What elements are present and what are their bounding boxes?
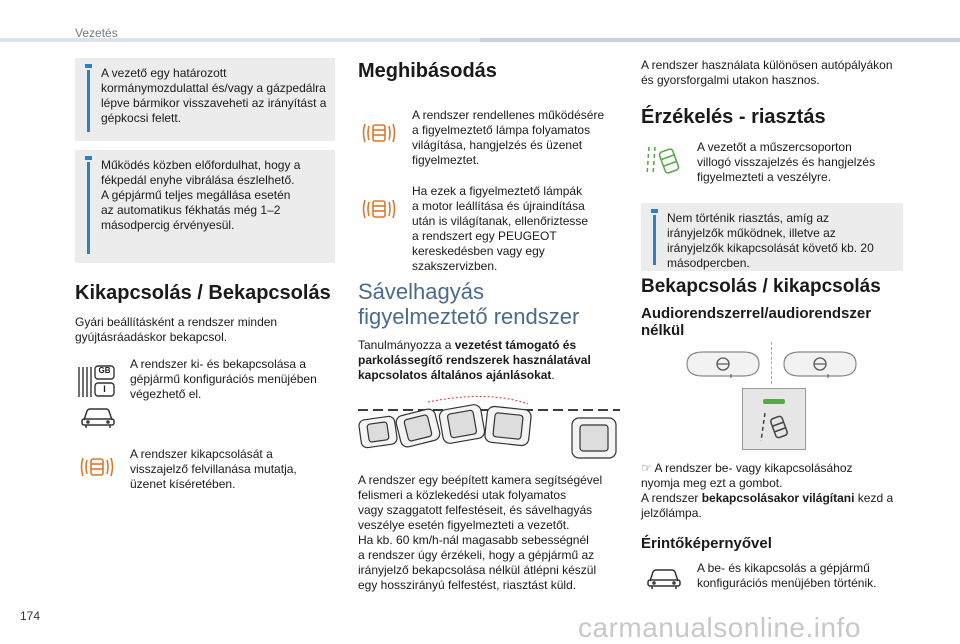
audio-subheading-line1: Audiorendszerrel/audiorendszer bbox=[641, 305, 872, 322]
divider-line bbox=[771, 342, 773, 384]
system-description: A rendszer egy beépített kamera segítségével felismeri a közlekedési utak folyamatos vagy szaggatott felfestéseit, és sávelhagyás veszélye esetén figyelmezteti a vezetőt. Ha kb. 60 km/h-nál magasabb sebességnél a rendszer úgy érzékeli, hogy a gépjármű az irányjelző bekapcsolása nélkül átlépni készül egy hosszirányú felfestést, riasztást küld. bbox=[358, 473, 603, 592]
detect-text: A vezetőt a műszercsoporton villogó visszajelzés és hangjelzés figyelmezteti a veszélyre. bbox=[697, 140, 876, 184]
header-title: Vezetés bbox=[75, 26, 118, 40]
indicator-text: A rendszer kikapcsolását a visszajelző felvillanása mutatja, üzenet kíséretében. bbox=[130, 447, 297, 491]
rec-bold: vezetést támogató és parkolássegítő rendszerek használatával kapcsolatos általános ajánlásokat bbox=[358, 338, 591, 382]
info-bar-icon bbox=[653, 215, 656, 265]
note-text: Nem történik riasztás, amíg az irányjelzők működnek, illetve az irányjelzők kikapcsolását követő kb. 20 másodpercben. bbox=[667, 211, 874, 270]
note-text: A vezető egy határozott kormánymozdulattal és/vagy a gázpedálra lépve bármikor visszaveheti az irányítást a gépkocsi felett. bbox=[101, 66, 327, 125]
config-menu-icon bbox=[76, 363, 116, 401]
touch-subheading: Érintőképernyővel bbox=[641, 535, 772, 552]
touch-text: A be- és kikapcsolás a gépjármű konfigurációs menüjében történik. bbox=[697, 561, 877, 590]
recommendation-text bbox=[358, 338, 628, 383]
info-bar-icon bbox=[87, 70, 90, 132]
bullet-text bbox=[641, 461, 911, 491]
info-dot-icon bbox=[85, 64, 92, 68]
steering-button-left bbox=[683, 348, 763, 380]
watermark: carmanualsonline.info bbox=[578, 612, 861, 643]
header-accent bbox=[480, 38, 960, 42]
bullet-content: A rendszer be- vagy kikapcsolásához nyomja meg ezt a gombot. bbox=[641, 461, 853, 490]
lane-warning-icon bbox=[80, 452, 114, 482]
light-bold: bekapcsolásakor világítani bbox=[701, 491, 855, 505]
steering-button-right bbox=[780, 348, 860, 380]
config-text: A rendszer ki- és bekapcsolása a gépjármű konfigurációs menüjében végezhető el. bbox=[130, 357, 317, 401]
note-text: Működés közben előfordulhat, hogy a fékpedál enyhe vibrálása észlelhető. A gépjármű teljes megállása esetén az automatikus fékhatás még 1–2 másodpercig érvényesül. bbox=[101, 158, 301, 232]
heading-off-on: Kikapcsolás / Bekapcsolás bbox=[75, 282, 331, 304]
light-text bbox=[641, 491, 911, 521]
rec-prefix: Tanulmányozza a bbox=[358, 338, 455, 352]
note-no-alert bbox=[641, 203, 903, 271]
heading-detect-alert: Érzékelés - riasztás bbox=[641, 106, 826, 128]
bullet-icon: ☞ bbox=[641, 461, 652, 475]
light-suffix: kezd a jelzőlámpa. bbox=[641, 491, 894, 520]
lane-assist-green-icon bbox=[645, 145, 685, 177]
page-number: 174 bbox=[20, 609, 41, 623]
lane-title-line1: Sávelhagyás bbox=[358, 279, 484, 304]
heading-on-off: Bekapcsolás / kikapcsolás bbox=[641, 276, 881, 297]
fault-text-1: A rendszer rendellenes működésére a figyelmeztető lámpa folyamatos világítása, hangjelzés és üzenet figyelmeztet. bbox=[412, 108, 605, 167]
info-dot-icon bbox=[85, 156, 92, 160]
lane-departure-illustration bbox=[358, 392, 620, 468]
note-vibration bbox=[75, 150, 335, 263]
fault-warning-icon bbox=[362, 118, 396, 148]
light-prefix: A rendszer bbox=[641, 491, 702, 505]
fault-text-2: Ha ezek a figyelmeztető lámpák a motor leállítása és újraindítása után is világítanak, ellenőriztesse a rendszert egy PEUGEOT kereskedésben vagy egy szakszervizben. bbox=[412, 184, 589, 273]
lane-assist-button-icon[interactable] bbox=[742, 388, 806, 450]
intro-text: Gyári beállításként a rendszer minden gyújtásráadáskor bekapcsol. bbox=[75, 315, 278, 344]
lane-title-line2: figyelmeztető rendszer bbox=[358, 304, 580, 329]
info-dot-icon bbox=[651, 209, 658, 213]
note-takeover bbox=[75, 58, 335, 141]
gb-label: GB bbox=[98, 366, 111, 375]
car-settings-icon bbox=[80, 404, 116, 430]
usage-intro: A rendszer használata különösen autópályákon és gyorsforgalmi utakon hasznos. bbox=[641, 58, 893, 87]
heading-fault: Meghibásodás bbox=[358, 60, 497, 82]
i-label: I bbox=[103, 384, 106, 394]
car-settings-icon bbox=[646, 565, 682, 591]
info-bar-icon bbox=[87, 162, 90, 254]
rec-suffix: . bbox=[551, 368, 555, 382]
fault-warning-icon bbox=[362, 194, 396, 224]
audio-subheading-line2: nélkül bbox=[641, 322, 685, 339]
